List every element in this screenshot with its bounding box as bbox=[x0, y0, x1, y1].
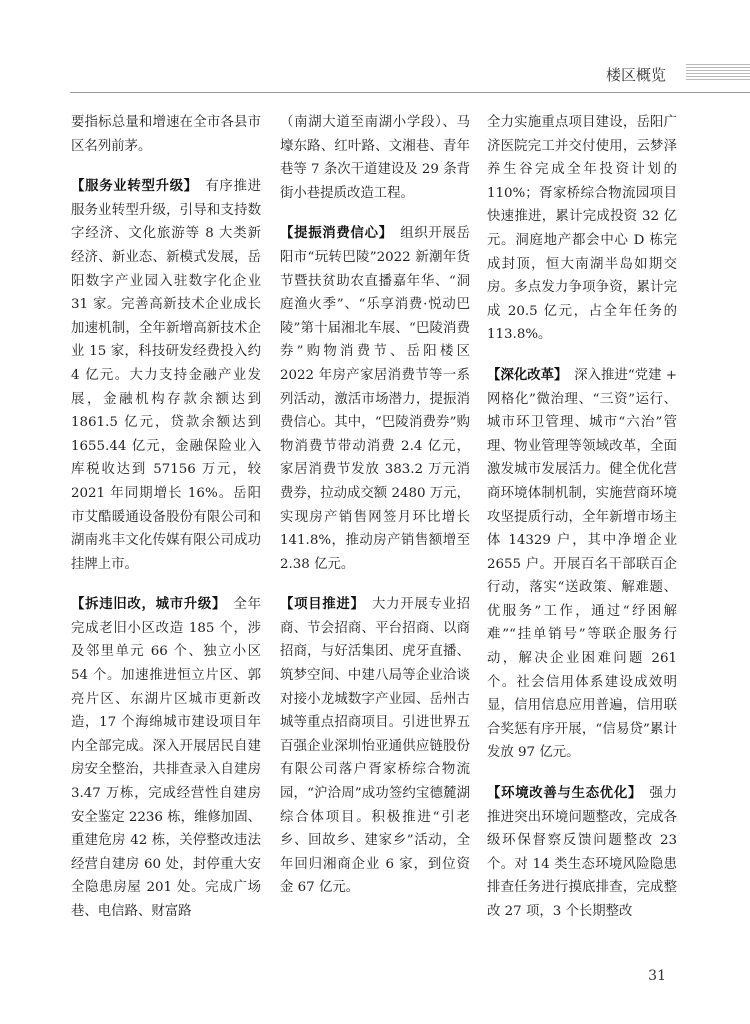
paragraph-text: 全力实施重点项目建设，岳阳广济医院完工并交付使用，云梦泽养生谷完成全年投资计划的 110%；胥家桥综合物流园项目快速推进，累计完成投资 32 亿元。洞庭地产都会中心 D 栋完成封顶，恒大南湖半岛如期交房。多点发力争项争资，累计完成 20.5 亿元，占全年任务的 113.8%。 bbox=[487, 115, 677, 343]
text-column-2 bbox=[280, 111, 470, 900]
section-title: 楼区概览 bbox=[606, 66, 667, 84]
text-column-3 bbox=[487, 111, 677, 924]
paragraph bbox=[71, 111, 261, 158]
running-header bbox=[0, 52, 750, 96]
header-decoration-lines bbox=[686, 64, 750, 82]
paragraph-text: 有序推进服务业转型升级，引导和支持数字经济、文化旅游等 8 大类新经济、新业态、新模式发展，岳阳数字产业园入驻数字化企业 31 家。完善高新技术企业成长加速机制，全年新增高新技术企业 15 家，科技研发经费投入约 4 亿元。大力支持金融产业发展，金融机构存款余额达到 1861.5 亿元，贷款余额达到 1655.44 亿元，金融保险业入库税收达到 57156 万元，较 2021 年同期增长 16%。岳阳市艾酷暖通设备股份有限公司和湖南兆丰文化传媒有限公司成功挂牌上市。 bbox=[71, 179, 262, 572]
paragraph-text: 全年完成老旧小区改造 185 个，涉及邻里单元 66 个、独立小区 54 个。加速推进恒立片区、郭亮片区、东湖片区城市更新改造，17 个海绵城市建设项目年内全部完成。深入开展居民自建房安全整治，共排查录入自建房 3.47 万栋，完成经营性自建房安全鉴定 2236 栋，维修加固、重建危房 42 栋，关停整改违法经营自建房 60 处，封停重大安全隐患房屋 201 处。完成广场巷、电信路、财富路 bbox=[71, 597, 262, 919]
paragraph bbox=[280, 111, 470, 205]
paragraph bbox=[71, 593, 261, 923]
header-divider bbox=[70, 92, 750, 93]
paragraph bbox=[280, 222, 470, 576]
paragraph bbox=[71, 175, 261, 576]
paragraph-heading: 【项目推进】 bbox=[280, 597, 358, 613]
paragraph-heading: 【提振消费信心】 bbox=[280, 226, 387, 242]
paragraph-heading: 【拆违旧改，城市升级】 bbox=[71, 597, 220, 613]
paragraph-heading: 【服务业转型升级】 bbox=[71, 179, 192, 195]
paragraph-text: 深入推进“党建 + 网格化”微治理、“三资”运行、城市环卫管理、城市“六治”管理、物业管理等领域改革，全面激发城市发展活力。健全优化营商环境体制机制，实施营商环境攻坚提质行动，全年新增市场主体 14329 户，其中净增企业 2655 户。开展百名干部联百企行动，落实“送政策、解难题、优服务”工作，通过“纾困解难”“挂单销号”等联企服务行动，解决企业困难问题 261 个。社会信用体系建设成效明显，信用信息应用普遍，信用联合奖惩有序开展，“信易贷”累计发放 97 亿元。 bbox=[487, 367, 678, 761]
page-number: 31 bbox=[648, 968, 666, 984]
paragraph bbox=[487, 111, 677, 347]
paragraph-text: 强力推进突出环境问题整改，完成各级环保督察反馈问题整改 23 个。对 14 类生态环境风险隐患排查任务进行摸底排查，完成整改 27 项，3 个长期整改 bbox=[487, 786, 678, 919]
paragraph-text: 组织开展岳阳市“玩转巴陵”2022 新潮年货节暨扶贫助农直播嘉年华、“洞庭渔火季”、“乐享消费·悦动巴陵”第十届湘北车展、“巴陵消费券”购物消费节、岳阳楼区 2022 年房产家居消费节等一系列活动，激活市场潜力，提振消费信心。其中，“巴陵消费券”购物消费节带动消费 2.4 亿元，家居消费节发放 383.2 万元消费券，拉动成交额 2480 万元，实现房产销售网签月环比增长 141.8%，推动房产销售额增至 2.38 亿元。 bbox=[280, 226, 471, 572]
paragraph-heading: 【深化改革】 bbox=[487, 367, 561, 383]
paragraph-text: 要指标总量和增速在全市各县市区名列前茅。 bbox=[71, 115, 261, 154]
paragraph-heading: 【环境改善与生态优化】 bbox=[487, 786, 636, 802]
paragraph bbox=[487, 364, 677, 765]
paragraph-text: （南湖大道至南湖小学段）、马壕东路、红叶路、文湘巷、青年巷等 7 条次干道建设及 29 条背街小巷提质改造工程。 bbox=[280, 115, 470, 201]
text-column-1 bbox=[71, 111, 261, 924]
paragraph bbox=[280, 593, 470, 900]
paragraph-text: 大力开展专业招商、节会招商、平台招商、以商招商，与好活集团、虎牙直播、筑梦空间、中建八局等企业洽谈对接小龙城数字产业园、岳州古城等重点招商项目。引进世界五百强企业深圳怡亚通供应链股份有限公司落户胥家桥综合物流园，“沪洽周”成功签约宝德麓湖综合体项目。积极推进“引老乡、回故乡、建家乡”活动，全年回归湘商企业 6 家，到位资金 67 亿元。 bbox=[280, 597, 471, 896]
paragraph bbox=[487, 782, 677, 924]
